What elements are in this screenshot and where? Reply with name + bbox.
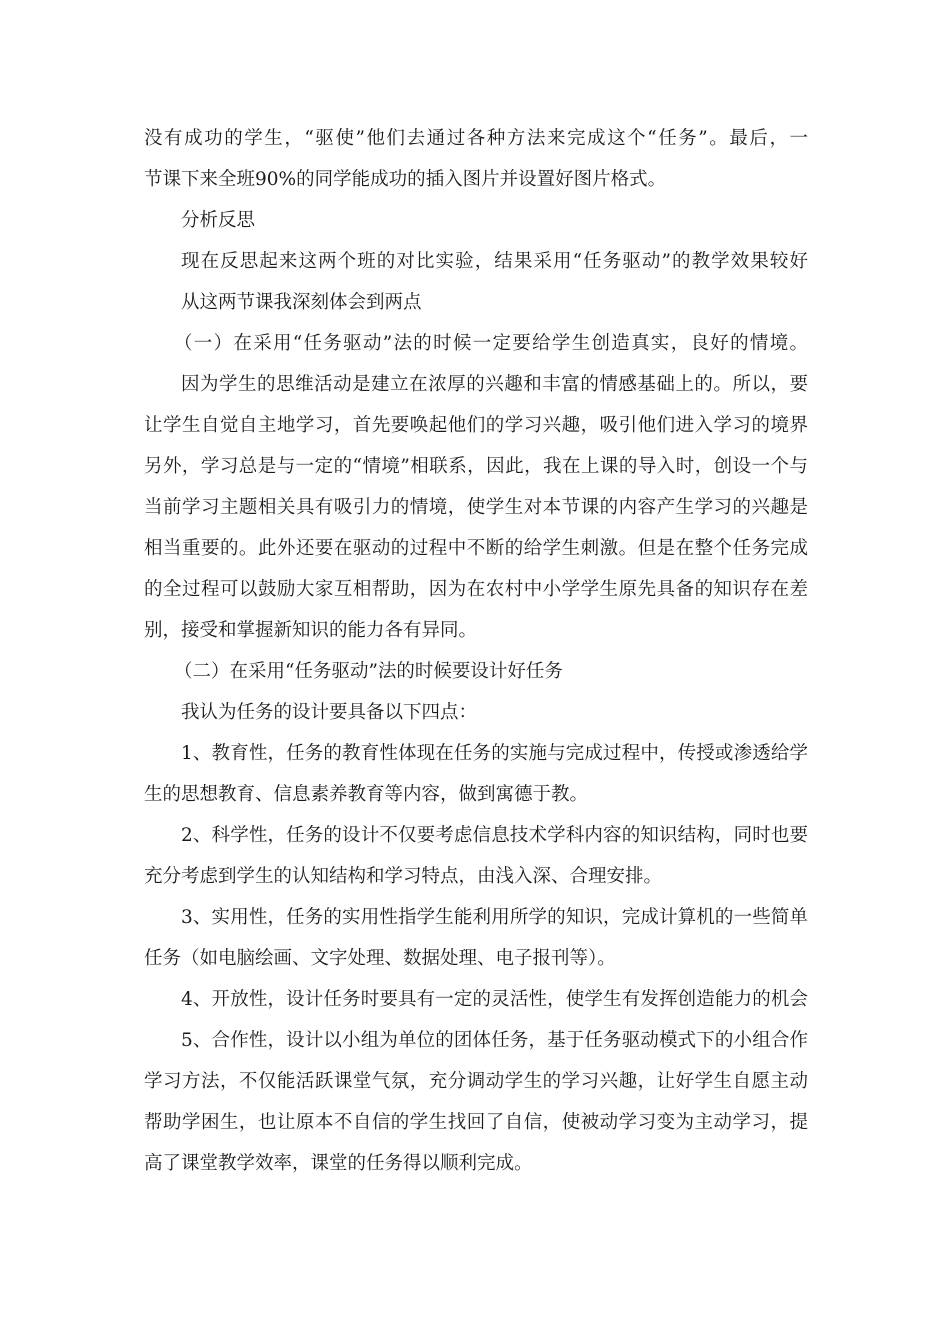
- text-line: 节课下来全班90%的同学能成功的插入图片并设置好图片格式。: [144, 169, 667, 190]
- text-line: 从这两节课我深刻体会到两点: [181, 292, 422, 313]
- text-line: 生的思想教育、信息素养教育等内容，做到寓德于教。: [144, 784, 589, 805]
- text-line: 充分考虑到学生的认知结构和学习特点，由浅入深、合理安排。: [144, 866, 663, 887]
- text-line: 当前学习主题相关具有吸引力的情境，使学生对本节课的内容产生学习的兴趣是: [144, 497, 808, 518]
- text-line: 3、实用性，任务的实用性指学生能利用所学的知识，完成计算机的一些简单: [181, 907, 808, 928]
- text-line: 任务（如电脑绘画、文字处理、数据处理、电子报刊等）。: [144, 948, 616, 969]
- text-line: 另外，学习总是与一定的“情境”相联系，因此，我在上课的导入时，创设一个与: [144, 456, 808, 477]
- text-line: （二）在采用“任务驱动”法的时候要设计好任务: [174, 661, 563, 682]
- text-line: 4、开放性，设计任务时要具有一定的灵活性，使学生有发挥创造能力的机会: [181, 989, 808, 1010]
- text-line: 2、科学性，任务的设计不仅要考虑信息技术学科内容的知识结构，同时也要: [181, 825, 808, 846]
- text-line: 让学生自觉自主地学习，首先要唤起他们的学习兴趣，吸引他们进入学习的境界: [144, 415, 808, 436]
- text-line: 分析反思: [181, 210, 256, 231]
- text-line: 因为学生的思维活动是建立在浓厚的兴趣和丰富的情感基础上的。所以，要: [181, 374, 808, 395]
- document-body: [144, 118, 808, 1184]
- text-line: 帮助学困生，也让原本不自信的学生找回了自信，使被动学习变为主动学习，提: [144, 1112, 808, 1133]
- text-line: 没有成功的学生，“驱使”他们去通过各种方法来完成这个“任务”。最后，一: [144, 128, 808, 149]
- text-line: 的全过程可以鼓励大家互相帮助，因为在农村中小学学生原先具备的知识存在差: [144, 579, 808, 600]
- text-line: 我认为任务的设计要具备以下四点：: [181, 702, 478, 723]
- text-line: 别，接受和掌握新知识的能力各有异同。: [144, 620, 478, 641]
- text-line: 相当重要的。此外还要在驱动的过程中不断的给学生刺激。但是在整个任务完成: [144, 538, 808, 559]
- text-line: 1、教育性，任务的教育性体现在任务的实施与完成过程中，传授或渗透给学: [181, 743, 808, 764]
- text-line: （一）在采用“任务驱动”法的时候一定要给学生创造真实，良好的情境。: [174, 333, 808, 354]
- text-line: 高了课堂教学效率，课堂的任务得以顺利完成。: [144, 1153, 533, 1174]
- text-line: 现在反思起来这两个班的对比实验，结果采用“任务驱动”的教学效果较好: [181, 251, 808, 272]
- text-line: 5、合作性，设计以小组为单位的团体任务，基于任务驱动模式下的小组合作: [181, 1030, 808, 1051]
- text-line: 学习方法，不仅能活跃课堂气氛，充分调动学生的学习兴趣，让好学生自愿主动: [144, 1071, 808, 1092]
